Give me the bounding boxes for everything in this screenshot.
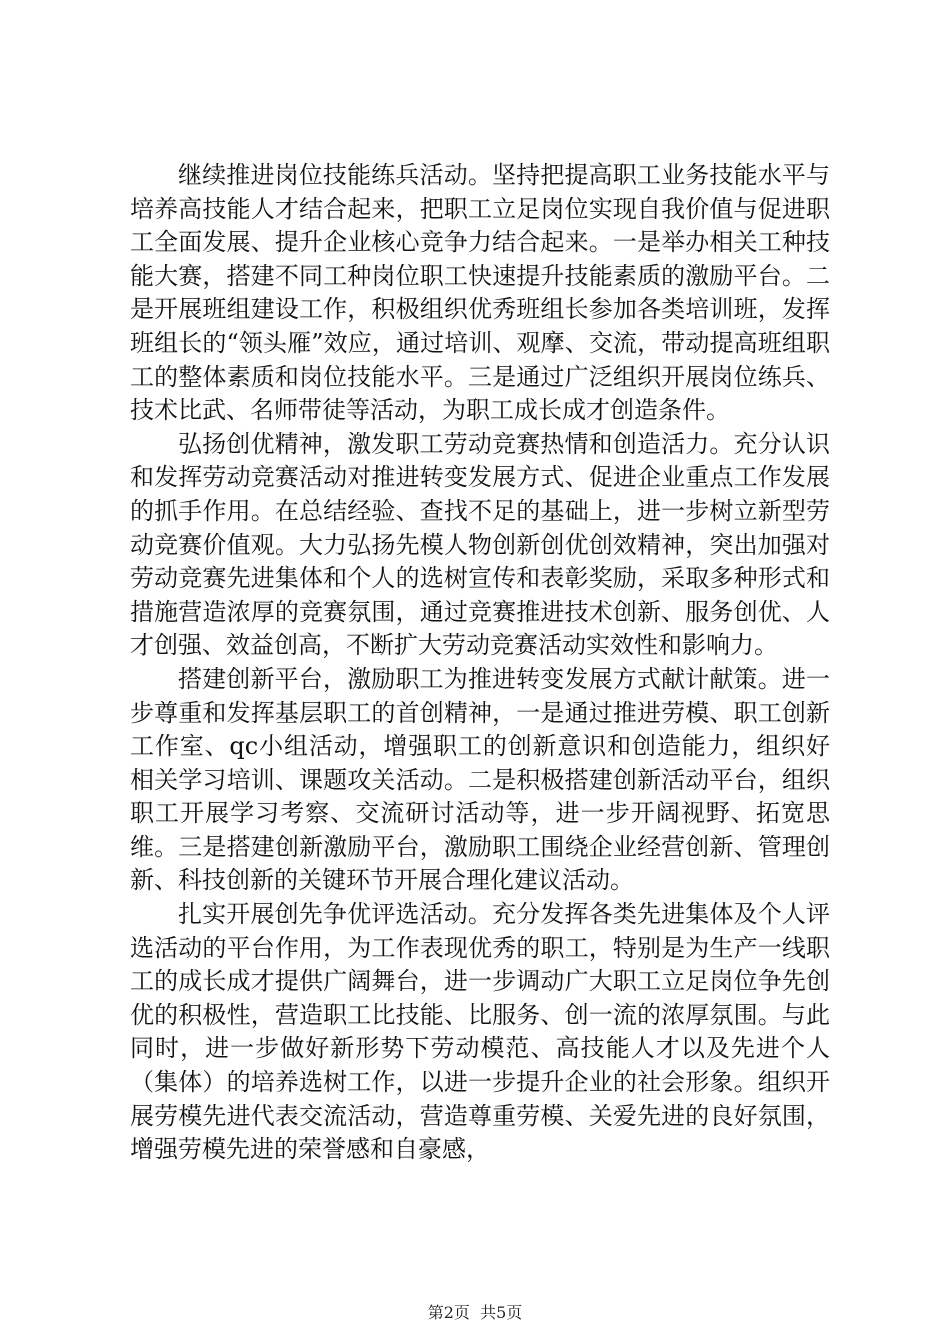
paragraph-innovation-platform: 搭建创新平台，激励职工为推进转变发展方式献计献策。进一步尊重和发挥基层职工的首创精神，一是通过推进劳模、职工创新工作室、qc小组活动，增强职工的创新意识和创造能力，组织好相关学习培训、课题攻关活动。二是积极搭建创新活动平台，组织职工开展学习考察、交流研讨活动等，进一步开阔视野、拓宽思维。三是搭建创新激励平台，激励职工围绕企业经营创新、管理创新、科技创新的关键环节开展合理化建议活动。 [130, 664, 830, 895]
page-number: 第2页 共5页 [427, 1303, 523, 1322]
page-footer [0, 1300, 950, 1323]
paragraph-excellence-selection: 扎实开展创先争优评选活动。充分发挥各类先进集体及个人评选活动的平台作用，为工作表现优秀的职工，特别是为生产一线职工的成长成才提供广阔舞台，进一步调动广大职工立足岗位争先创优的积极性，营造职工比技能、比服务、创一流的浓厚氛围。与此同时，进一步做好新形势下劳动模范、高技能人才以及先进个人（集体）的培养选树工作，以进一步提升企业的社会形象。组织开展劳模先进代表交流活动，营造尊重劳模、关爱先进的良好氛围，增强劳模先进的荣誉感和自豪感， [130, 900, 830, 1164]
document-body [130, 159, 830, 1167]
paragraph-labor-competition: 弘扬创优精神，激发职工劳动竞赛热情和创造活力。充分认识和发挥劳动竞赛活动对推进转变发展方式、促进企业重点工作发展的抓手作用。在总结经验、查找不足的基础上，进一步树立新型劳动竞赛价值观。大力弘扬先模人物创新创优创效精神，突出加强对劳动竞赛先进集体和个人的选树宣传和表彰奖励，采取多种形式和措施营造浓厚的竞赛氛围，通过竞赛推进技术创新、服务创优、人才创强、效益创高，不断扩大劳动竞赛活动实效性和影响力。 [130, 429, 830, 660]
paragraph-skill-training: 继续推进岗位技能练兵活动。坚持把提高职工业务技能水平与培养高技能人才结合起来，把职工立足岗位实现自我价值与促进职工全面发展、提升企业核心竞争力结合起来。一是举办相关工种技能大赛，搭建不同工种岗位职工快速提升技能素质的激励平台。二是开展班组建设工作，积极组织优秀班组长参加各类培训班，发挥班组长的“领头雁”效应，通过培训、观摩、交流，带动提高班组职工的整体素质和岗位技能水平。三是通过广泛组织开展岗位练兵、技术比武、名师带徒等活动，为职工成长成才创造条件。 [130, 161, 830, 425]
